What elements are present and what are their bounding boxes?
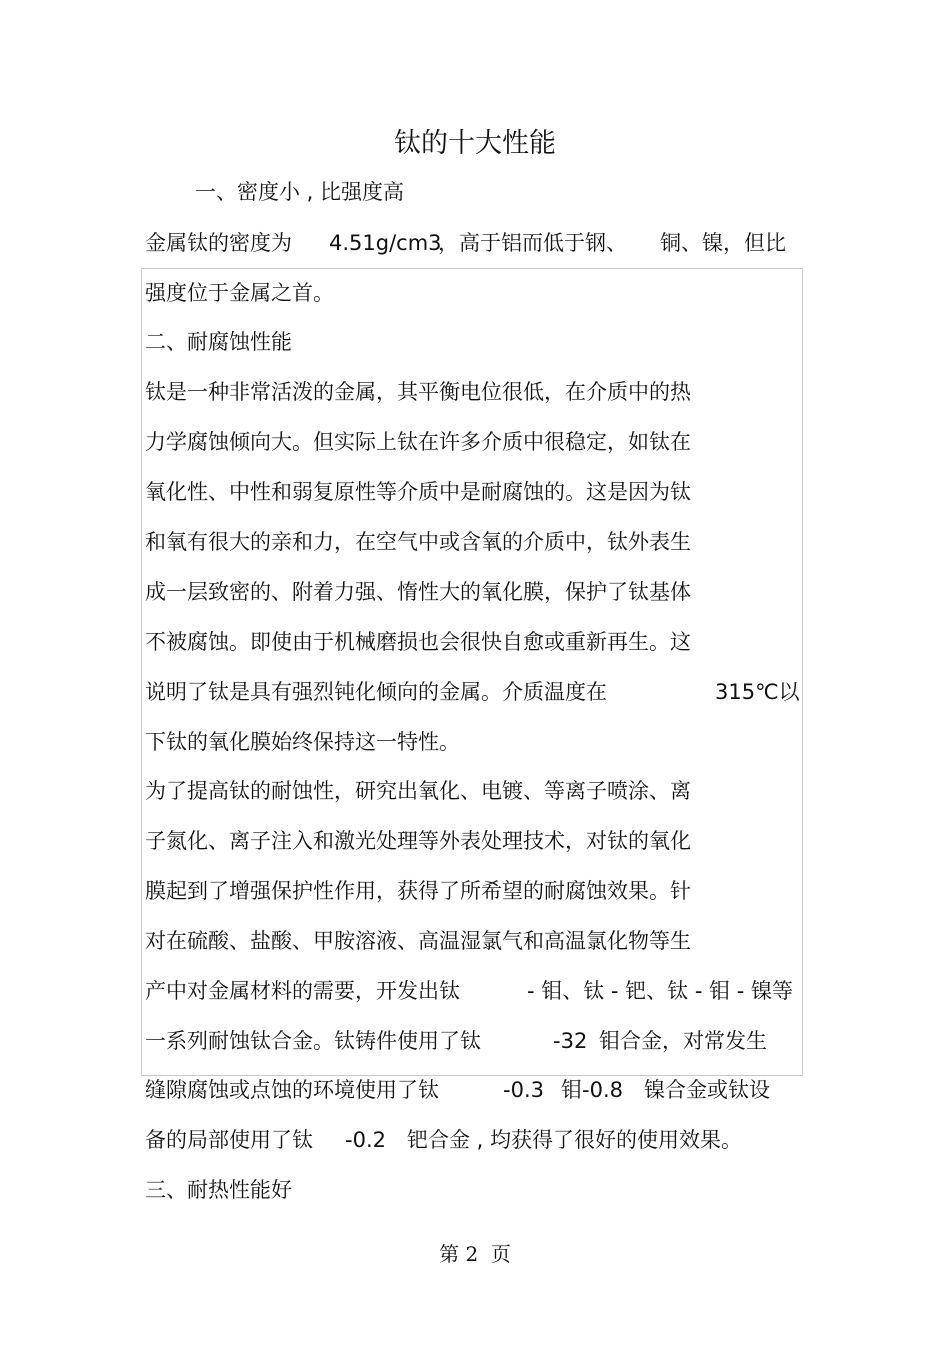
text-segment: 金属钛的密度为 [145, 231, 292, 255]
text-segment: 说明了钛是具有强烈钝化倾向的金属。介质温度在 [145, 680, 607, 704]
text-line: 力学腐蚀倾向大。但实际上钛在许多介质中很稳定，如钛在 [145, 430, 691, 454]
text-segment: 315℃以 [715, 680, 800, 704]
text-segment: -32 [553, 1029, 588, 1053]
text-segment: 钼-0.8 [561, 1078, 623, 1102]
text-line: 钛是一种非常活泼的金属，其平衡电位很低，在介质中的热 [145, 380, 691, 404]
text-segment: 备的局部使用了钛 [145, 1128, 313, 1152]
text-line: 膜起到了增强保护性作用，获得了所希望的耐腐蚀效果。针 [145, 879, 691, 903]
section-2-heading: 二、耐腐蚀性能 [145, 330, 292, 354]
text-segment: -0.3 [503, 1078, 544, 1102]
text-line: 不被腐蚀。即使由于机械磨损也会很快自愈或重新再生。这 [145, 630, 691, 654]
text-line: 强度位于金属之首。 [145, 281, 334, 305]
text-line: 和氧有很大的亲和力，在空气中或含氧的介质中，钛外表生 [145, 530, 691, 554]
section-1-heading: 一、密度小 , 比强度高 [195, 180, 405, 204]
text-segment: 钯合金 , 均获得了很好的使用效果。 [407, 1128, 743, 1152]
text-line: 对在硫酸、盐酸、甲胺溶液、高温湿氯气和高温氯化物等生 [145, 929, 691, 953]
text-line: 成一层致密的、附着力强、惰性大的氧化膜，保护了钛基体 [145, 580, 691, 604]
text-segment: -0.2 [345, 1128, 386, 1152]
page-number-suffix: 页 [490, 1242, 511, 1266]
text-segment: ，高于铝而低于钢、 [438, 231, 627, 255]
text-line: 氧化性、中性和弱复原性等介质中是耐腐蚀的。这是因为钛 [145, 480, 691, 504]
text-segment: 4.51g/cm3 [329, 231, 442, 255]
text-segment: 产中对金属材料的需要，开发出钛 [145, 979, 460, 1003]
text-segment: - 钼、钛 - 钯、钛 - 钼 - 镍等 [527, 979, 794, 1003]
text-segment: 一系列耐蚀钛合金。钛铸件使用了钛 [145, 1029, 481, 1053]
page-number [0, 1240, 950, 1268]
text-line: 下钛的氧化膜始终保持这一特性。 [145, 730, 460, 754]
page-number-prefix: 第 [439, 1242, 460, 1266]
text-segment: 铜、镍，但比 [660, 231, 786, 255]
text-line: 子氮化、离子注入和激光处理等外表处理技术，对钛的氧化 [145, 829, 691, 853]
text-line: 为了提高钛的耐蚀性，研究出氧化、电镀、等离子喷涂、离 [145, 779, 691, 803]
page-number-value: 2 [465, 1242, 479, 1266]
text-segment: 缝隙腐蚀或点蚀的环境使用了钛 [145, 1078, 439, 1102]
section-3-heading: 三、耐热性能好 [145, 1178, 292, 1202]
text-segment: 钼合金，对常发生 [599, 1029, 767, 1053]
page-title: 钛的十大性能 [394, 128, 556, 159]
text-segment: 镍合金或钛设 [644, 1078, 770, 1102]
